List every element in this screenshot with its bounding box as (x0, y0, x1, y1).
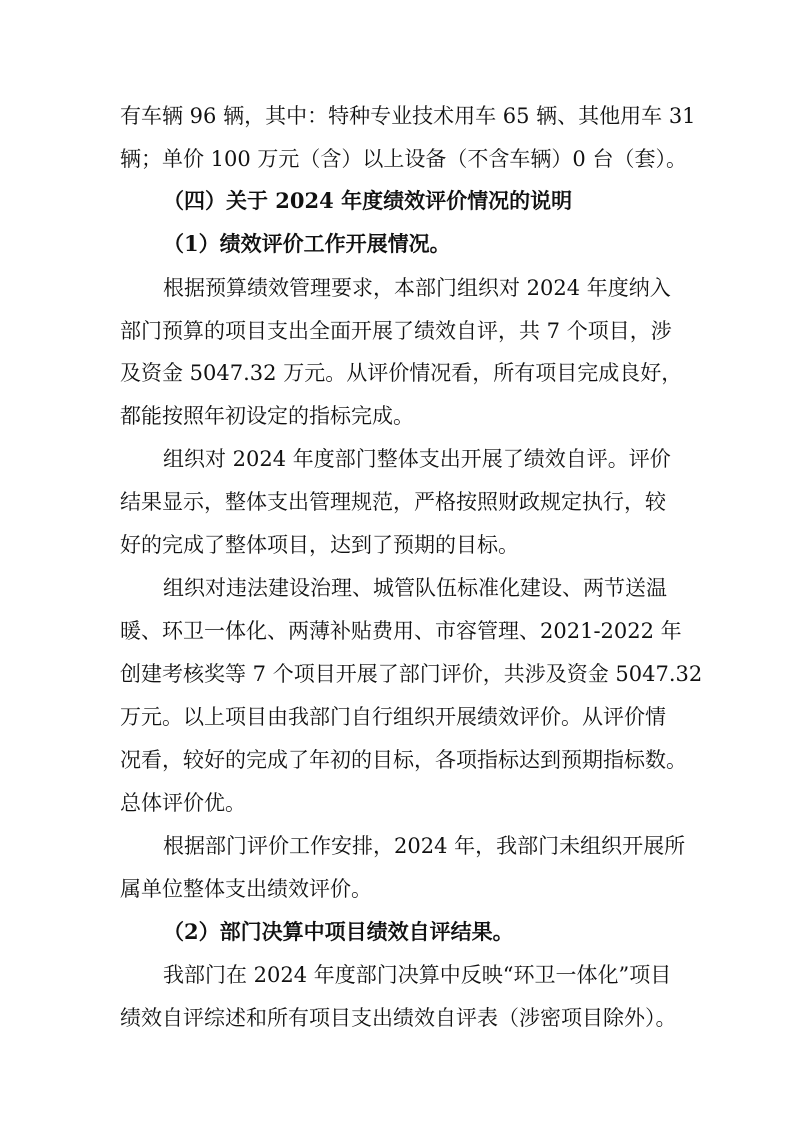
body-text-line: 绩效自评综述和所有项目支出绩效自评表（涉密项目除外）。 (120, 1006, 677, 1030)
section-heading: （四）关于 2024 年度绩效评价情况的说明 (163, 188, 573, 213)
body-text-line: 暖、环卫一体化、两薄补贴费用、市容管理、2021-2022 年 (120, 619, 682, 643)
body-text-line: 有车辆 96 辆，其中：特种专业技术用车 65 辆、其他用车 31 (120, 104, 696, 128)
body-text-line: 组织对 2024 年度部门整体支出开展了绩效自评。评价 (163, 447, 671, 471)
body-text-line: 组织对违法建设治理、城管队伍标准化建设、两节送温 (163, 576, 667, 600)
body-text-line: 部门预算的项目支出全面开展了绩效自评，共 7 个项目，涉 (120, 319, 672, 343)
subsection-heading: （1）绩效评价工作开展情况。 (163, 231, 451, 256)
body-text-line: 总体评价优。 (120, 791, 246, 815)
body-text-line: 根据部门评价工作安排，2024 年，我部门未组织开展所 (163, 834, 686, 858)
body-text-line: 况看，较好的完成了年初的目标，各项指标达到预期指标数。 (120, 748, 687, 772)
body-text-line: 我部门在 2024 年度部门决算中反映“环卫一体化”项目 (163, 963, 672, 987)
body-text-line: 根据预算绩效管理要求，本部门组织对 2024 年度纳入 (163, 276, 671, 300)
body-text-line: 属单位整体支出绩效评价。 (120, 877, 372, 901)
body-text-line: 辆；单价 100 万元（含）以上设备（不含车辆）0 台（套）。 (120, 147, 687, 171)
body-text-line: 及资金 5047.32 万元。从评价情况看，所有项目完成良好， (120, 361, 683, 385)
body-text-line: 万元。以上项目由我部门自行组织开展绩效评价。从评价情 (120, 705, 666, 729)
body-text-line: 好的完成了整体项目，达到了预期的目标。 (120, 533, 519, 557)
subsection-heading: （2）部门决算中项目绩效自评结果。 (163, 919, 514, 944)
body-text-line: 结果显示，整体支出管理规范，严格按照财政规定执行，较 (120, 490, 666, 514)
body-text-line: 都能按照年初设定的指标完成。 (120, 404, 414, 428)
body-text-line: 创建考核奖等 7 个项目开展了部门评价，共涉及资金 5047.32 (120, 662, 703, 686)
